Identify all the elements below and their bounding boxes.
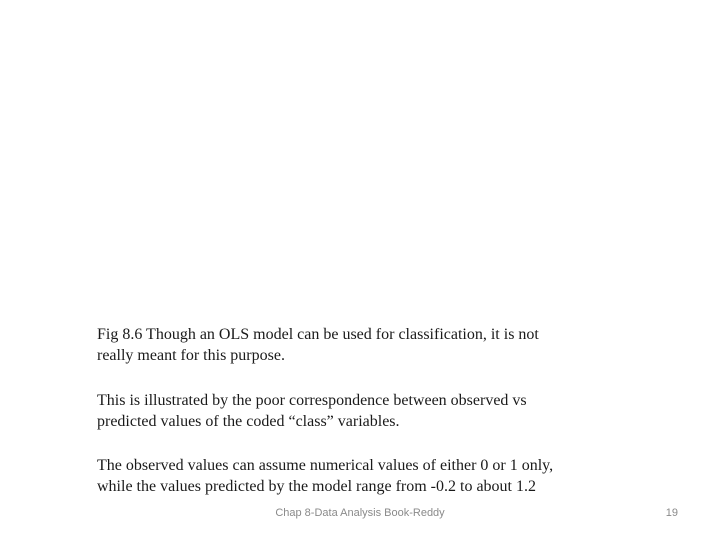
explanation-paragraph [97, 390, 657, 432]
page-number: 19 [665, 507, 678, 519]
detail-paragraph [97, 455, 657, 497]
paragraph-line: This is illustrated by the poor correspondence between observed vs [97, 392, 527, 409]
caption-line: Fig 8.6 Though an OLS model can be used for classification, it is not [97, 326, 539, 343]
slide-footer: Chap 8-Data Analysis Book-Reddy [275, 507, 445, 519]
caption-line: really meant for this purpose. [97, 347, 285, 364]
paragraph-line: predicted values of the coded “class” variables. [97, 413, 400, 430]
paragraph-line: The observed values can assume numerical values of either 0 or 1 only, [97, 457, 554, 474]
figure-caption [97, 324, 657, 366]
paragraph-line: while the values predicted by the model range from -0.2 to about 1.2 [97, 478, 536, 495]
